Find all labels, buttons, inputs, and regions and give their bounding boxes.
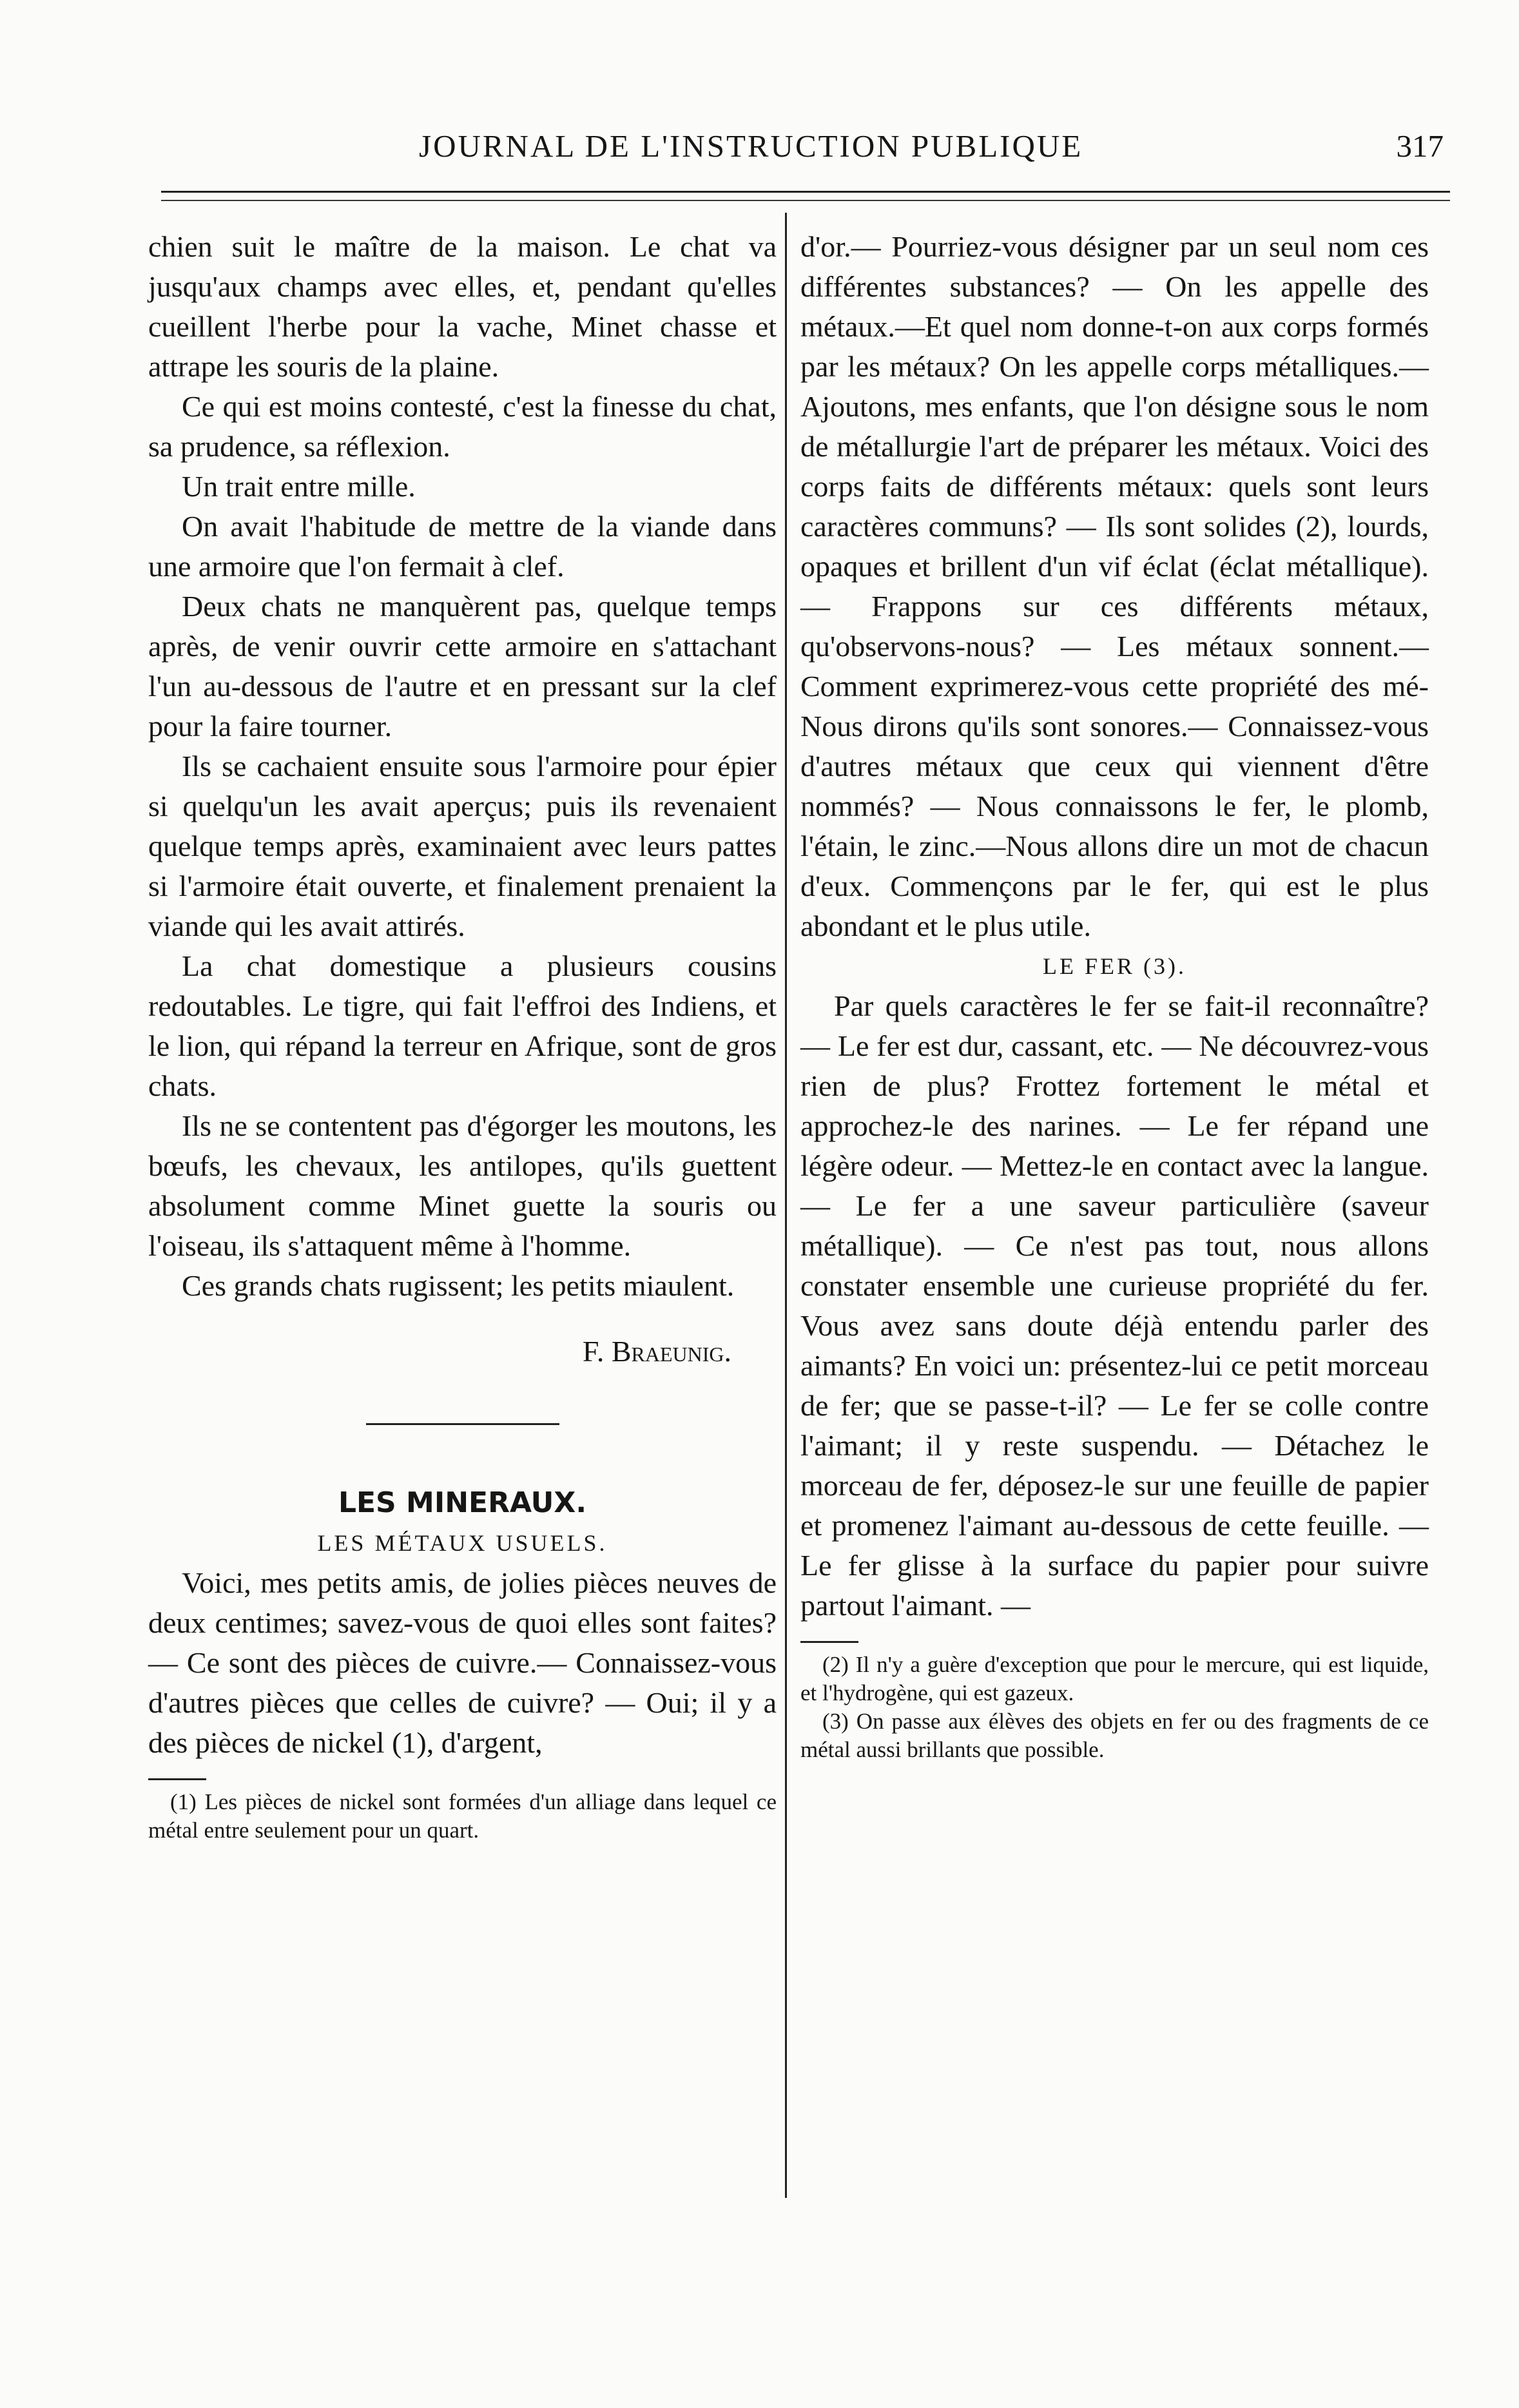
paragraph: Ces grands chats rugissent; les petits miaulent. (182, 1269, 735, 1302)
footnote: (3) On passe aux élèves des objets en fer ou des fragments de ce métal aussi brillants que possible. (800, 1709, 1429, 1762)
running-title: JOURNAL DE L'INSTRUCTION PUBLIQUE (419, 128, 1083, 164)
author-signature: F. Braeunig. (582, 1335, 731, 1368)
paragraph: Ils ne se contentent pas d'égorger les moutons, les bœufs, les chevaux, les antilopes, qu'ils guettent absolument comme Minet guette la souris ou l'oiseau, ils s'attaquent même à l'homme. (148, 1109, 777, 1262)
header-rule (161, 191, 1450, 193)
header-rule-secondary (161, 200, 1450, 201)
footnote: (1) Les pièces de nickel sont formées d'un alliage dans lequel ce métal entre seulement pour un quart. (148, 1789, 777, 1843)
paragraph: Ce qui est moins contesté, c'est la finesse du chat, sa prudence, sa réflexion. (148, 390, 777, 463)
section-divider (366, 1423, 559, 1425)
paragraph: d'or.— Pourriez-vous désigner par un seul nom ces différentes substances? — On les appelle des métaux.—Et quel nom donne-t-on aux corps formés par les métaux? On les appelle corps métalliques.— Ajoutons, mes enfants, que l'on désigne sous le nom de métallurgie l'art de préparer les métaux. Voici des corps faits de différents métaux: quels sont leurs caractères communs? — Ils sont solides (2), lourds, opaques et brillent d'un vif éclat (éclat métallique).— Frappons sur ces différents métaux, qu'observons-nous? — Les métaux sonnent.— Comment exprimerez-vous cette propriété des mé- Nous dirons qu'ils sont sonores.— Connaissez-vous d'autres métaux que ceux qui viennent d'être nommés? — Nous connaissons le fer, le plomb, l'étain, le zinc.—Nous allons dire un mot de chacun d'eux. Commençons par le fer, qui est le plus abondant et le plus utile. (800, 230, 1429, 942)
left-column (148, 227, 777, 1845)
subsection-heading: LE FER (3). (1043, 953, 1186, 979)
right-column (800, 227, 1429, 1764)
paragraph: Deux chats ne manquèrent pas, quelque temps après, de venir ouvrir cette armoire en s'attachant l'un au-dessous de l'autre et en pressant sur la clef pour la faire tourner. (148, 590, 777, 743)
paragraph: On avait l'habitude de mettre de la viande dans une armoire que l'on fermait à clef. (148, 510, 777, 583)
column-divider (785, 213, 787, 2198)
footnote: (2) Il n'y a guère d'exception que pour le mercure, qui est liquide, et l'hydrogène, qui est gazeux. (800, 1652, 1429, 1705)
footnote-rule (800, 1641, 858, 1643)
paragraph: Ils se cachaient ensuite sous l'armoire pour épier si quelqu'un les avait aperçus; puis ils revenaient quelque temps après, examinaient avec leurs pattes si l'armoire était ouverte, et finalement prenaient la viande qui les avait attirés. (148, 750, 777, 942)
paragraph: Un trait entre mille. (182, 470, 416, 503)
paragraph: Voici, mes petits amis, de jolies pièces neuves de deux centimes; savez-vous de quoi elles sont faites? — Ce sont des pièces de cuivre.— Connaissez-vous d'autres pièces que celles de cuivre? — Oui; il y a des pièces de nickel (1), d'argent, (148, 1566, 777, 1759)
section-subtitle: LES MÉTAUX USUELS. (317, 1530, 608, 1556)
page-header (161, 122, 1450, 180)
paragraph: chien suit le maître de la maison. Le chat va jusqu'aux champs avec elles, et, pendant qu'elles cueillent l'herbe pour la vache, Minet chasse et attrape les souris de la plaine. (148, 230, 777, 383)
section-title: LES MINERAUX. (338, 1486, 587, 1519)
paragraph: Par quels caractères le fer se fait-il reconnaître? — Le fer est dur, cassant, etc. — Ne découvrez-vous rien de plus? Frottez fortement le métal et approchez-le des narines. — Le fer répand une légère odeur. — Mettez-le en contact avec la langue. — Le fer a une saveur particulière (saveur métallique). — Ce n'est pas tout, nous allons constater ensemble une curieuse propriété du fer. Vous avez sans doute déjà entendu parler des aimants? En voici un: présentez-lui ce petit morceau de fer; que se passe-t-il? — Le fer se colle contre l'aimant; il y reste suspendu. — Détachez le morceau de fer, déposez-le sur une feuille de papier et promenez l'aimant au-dessous de cette feuille. — Le fer glisse à la surface du papier pour suivre partout l'aimant. — (800, 989, 1429, 1622)
page-number: 317 (1396, 128, 1444, 164)
paragraph: La chat domestique a plusieurs cousins redoutables. Le tigre, qui fait l'effroi des Indiens, et le lion, qui répand la terreur en Afrique, sont de gros chats. (148, 949, 777, 1102)
footnote-rule (148, 1778, 206, 1780)
